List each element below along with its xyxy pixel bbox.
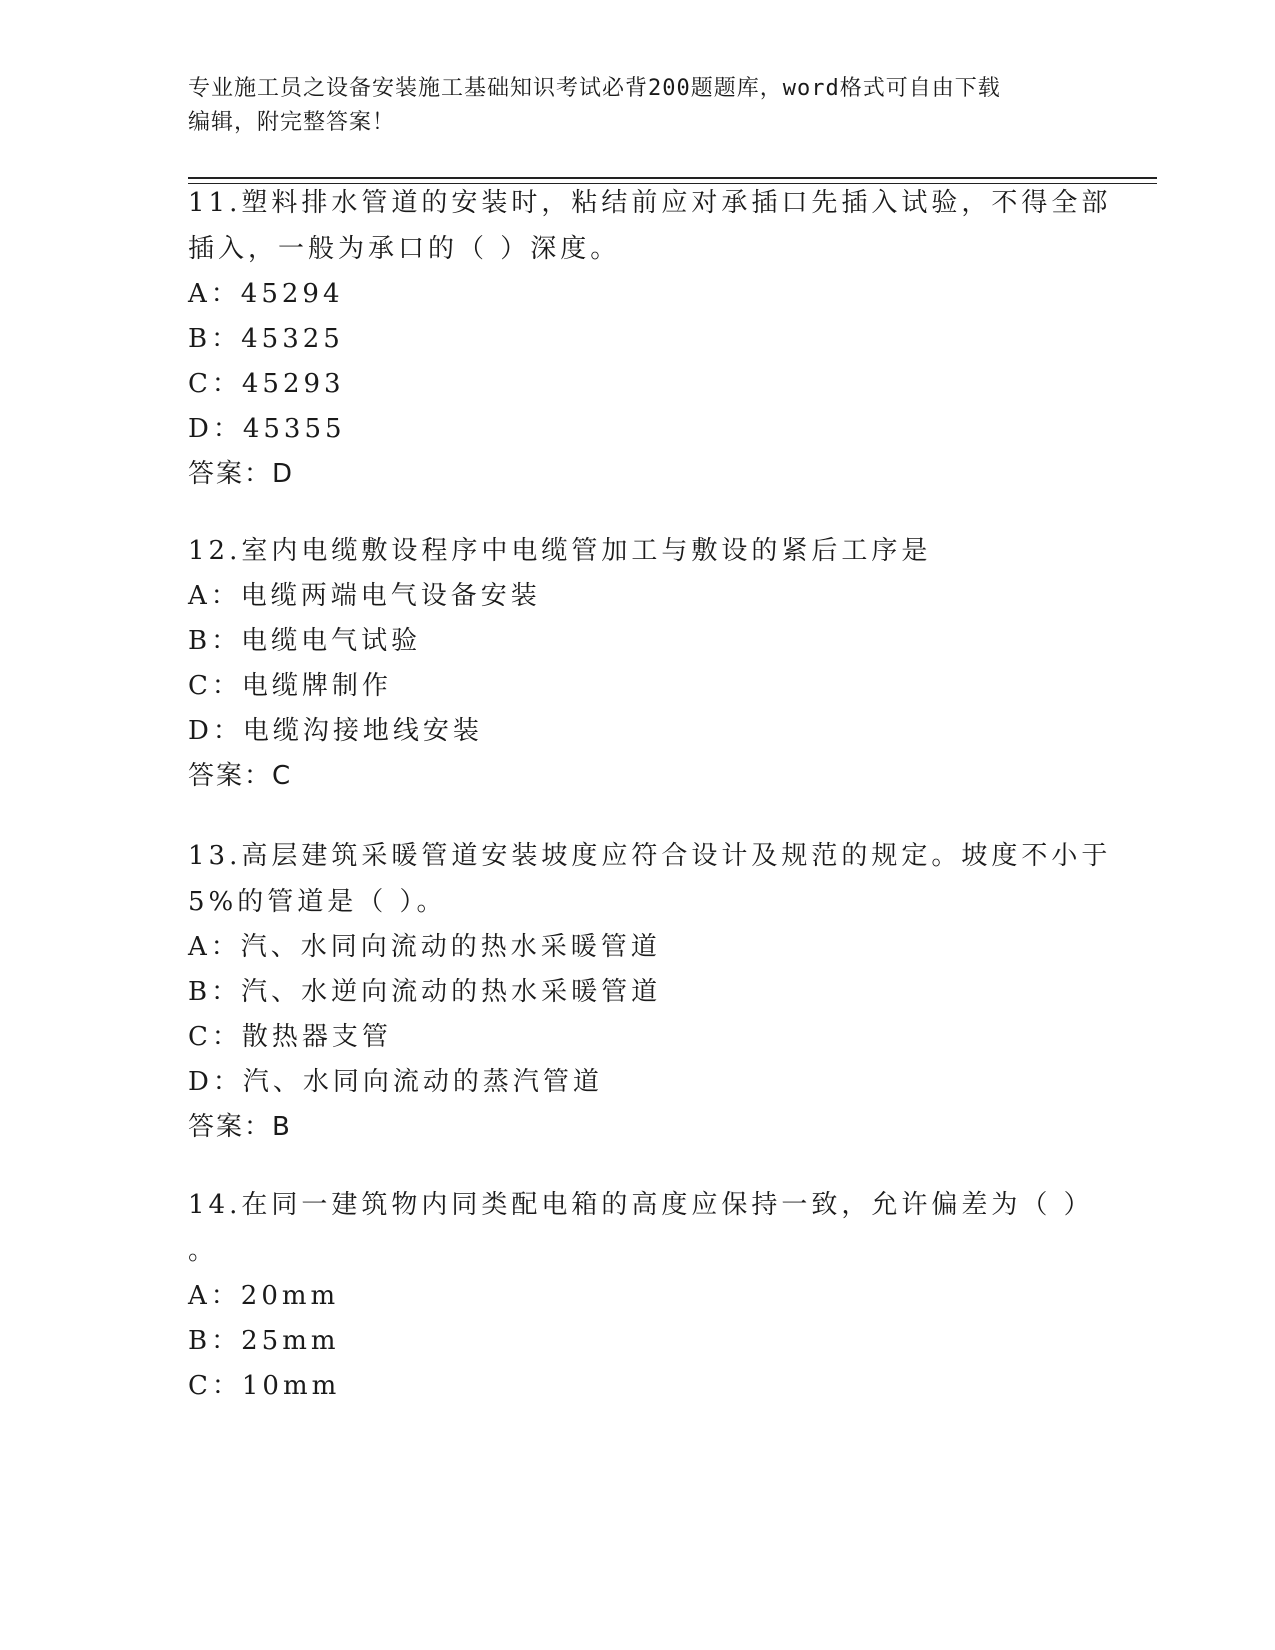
option-d: D：汽、水同向流动的蒸汽管道 xyxy=(188,1067,603,1097)
answer: 答案：C xyxy=(188,761,293,791)
question-11 xyxy=(188,180,1112,497)
question-stem-line: 13.高层建筑采暖管道安装坡度应符合设计及规范的规定。坡度不小于 xyxy=(188,841,1112,871)
header-line-2: 编辑，附完整答案！ xyxy=(188,110,396,135)
option-c: C：电缆牌制作 xyxy=(188,671,392,701)
question-12 xyxy=(188,528,1088,799)
question-stem-line: 5%的管道是（ ）。 xyxy=(188,887,447,917)
question-stem-line: 11.塑料排水管道的安装时，粘结前应对承插口先插入试验，不得全部 xyxy=(188,188,1112,218)
answer: 答案：B xyxy=(188,1112,292,1142)
question-14 xyxy=(188,1182,1094,1409)
option-c: C：散热器支管 xyxy=(188,1022,392,1052)
option-d: D：45355 xyxy=(188,414,346,444)
header-line-1: 专业施工员之设备安装施工基础知识考试必背200题题库，word格式可自由下载 xyxy=(188,76,1001,101)
answer: 答案：D xyxy=(188,459,295,489)
question-13 xyxy=(188,833,1112,1150)
option-b: B：汽、水逆向流动的热水采暖管道 xyxy=(188,977,662,1007)
option-b: B：电缆电气试验 xyxy=(188,626,422,656)
option-a: A：汽、水同向流动的热水采暖管道 xyxy=(188,932,661,962)
option-d: D：电缆沟接地线安装 xyxy=(188,716,483,746)
question-stem-line: 14.在同一建筑物内同类配电箱的高度应保持一致，允许偏差为（ ） xyxy=(188,1190,1094,1220)
option-b: B：25mm xyxy=(188,1326,340,1356)
option-a: A：45294 xyxy=(188,279,344,309)
option-c: C：10mm xyxy=(188,1371,341,1401)
option-a: A：20mm xyxy=(188,1281,340,1311)
question-stem-line: 。 xyxy=(188,1236,219,1266)
option-c: C：45293 xyxy=(188,369,345,399)
document-header xyxy=(188,72,1088,140)
header-divider-thick xyxy=(188,177,1157,179)
option-b: B：45325 xyxy=(188,324,344,354)
option-a: A：电缆两端电气设备安装 xyxy=(188,581,541,611)
question-stem-line: 插入，一般为承口的（ ）深度。 xyxy=(188,234,621,264)
question-stem-line: 12.室内电缆敷设程序中电缆管加工与敷设的紧后工序是 xyxy=(188,536,932,566)
